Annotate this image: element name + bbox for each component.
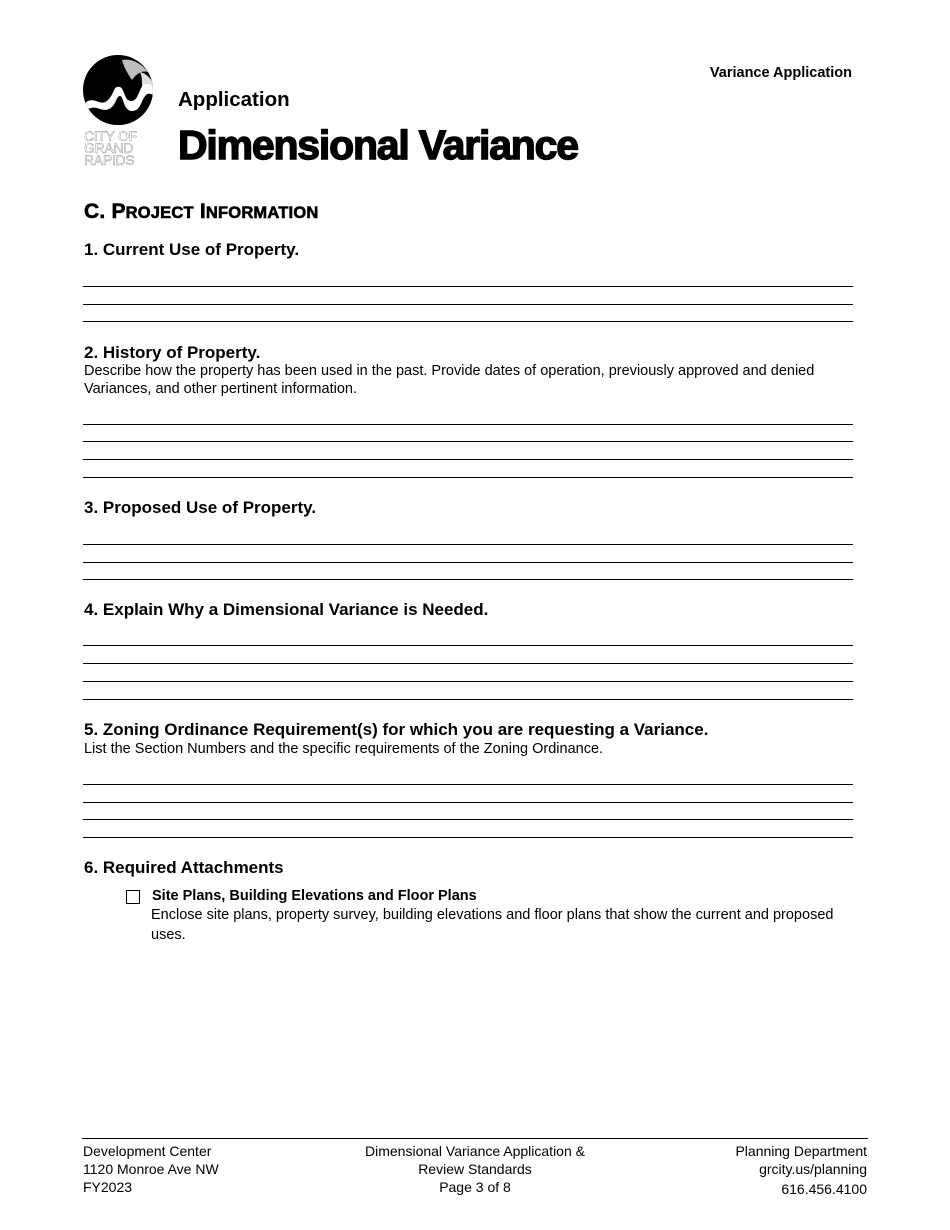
logo-emblem-icon [82,54,158,130]
website-link[interactable]: grcity.us/planning [759,1161,867,1177]
answer-line[interactable] [83,286,853,287]
question-2-title: 2. History of Property. [84,343,261,362]
answer-line[interactable] [83,304,853,305]
question-3-title: 3. Proposed Use of Property. [84,498,317,517]
attachment-item-description: Enclose site plans, property survey, building elevations and floor plans that show the current and proposed uses. [151,907,834,943]
question-2-description: Describe how the property has been used in the past. Provide dates of operation, previously approved and denied Variances, and other pertinent information. [84,363,815,397]
answer-line[interactable] [83,579,853,580]
site-plans-checkbox[interactable] [126,890,140,904]
answer-line[interactable] [83,819,853,820]
answer-line[interactable] [83,459,853,460]
answer-line[interactable] [83,321,853,322]
phone-number: 616.456.4100 [781,1181,867,1197]
answer-line[interactable] [83,784,853,785]
footer-center: Dimensional Variance Application & Review Standards Page 3 of 8 [325,1142,625,1196]
footer-divider [82,1138,868,1139]
answer-line[interactable] [83,477,853,478]
answer-line[interactable] [83,663,853,664]
answer-line[interactable] [83,645,853,646]
application-label: Application [178,88,290,111]
page-number: Page 3 of 8 [439,1179,511,1195]
answer-line[interactable] [83,424,853,425]
footer-left: Development Center 1120 Monroe Ave NW FY2023 [83,1143,219,1195]
answer-line[interactable] [83,544,853,545]
page-title: Dimensional Variance [178,122,578,168]
answer-line[interactable] [83,802,853,803]
answer-line[interactable] [83,837,853,838]
question-1-title: 1. Current Use of Property. [84,240,300,259]
attachment-item-title: Site Plans, Building Elevations and Floor Plans [152,888,477,904]
attachments-title: 6. Required Attachments [84,858,284,877]
logo-wordmark: CITY OF GRAND RAPIDS [84,128,137,169]
answer-line[interactable] [83,681,853,682]
answer-line[interactable] [83,562,853,563]
city-logo [82,54,158,170]
document-type-label: Variance Application [709,65,852,81]
section-heading: C. PROJECT INFORMATION [84,200,319,223]
footer-right: Planning Department grcity.us/planning 616.456.4100 [735,1143,867,1197]
answer-line[interactable] [83,441,853,442]
answer-line[interactable] [83,699,853,700]
question-5-title: 5. Zoning Ordinance Requirement(s) for which you are requesting a Variance. [84,720,709,739]
question-5-description: List the Section Numbers and the specific requirements of the Zoning Ordinance. [84,741,604,757]
question-4-title: 4. Explain Why a Dimensional Variance is Needed. [84,600,489,619]
